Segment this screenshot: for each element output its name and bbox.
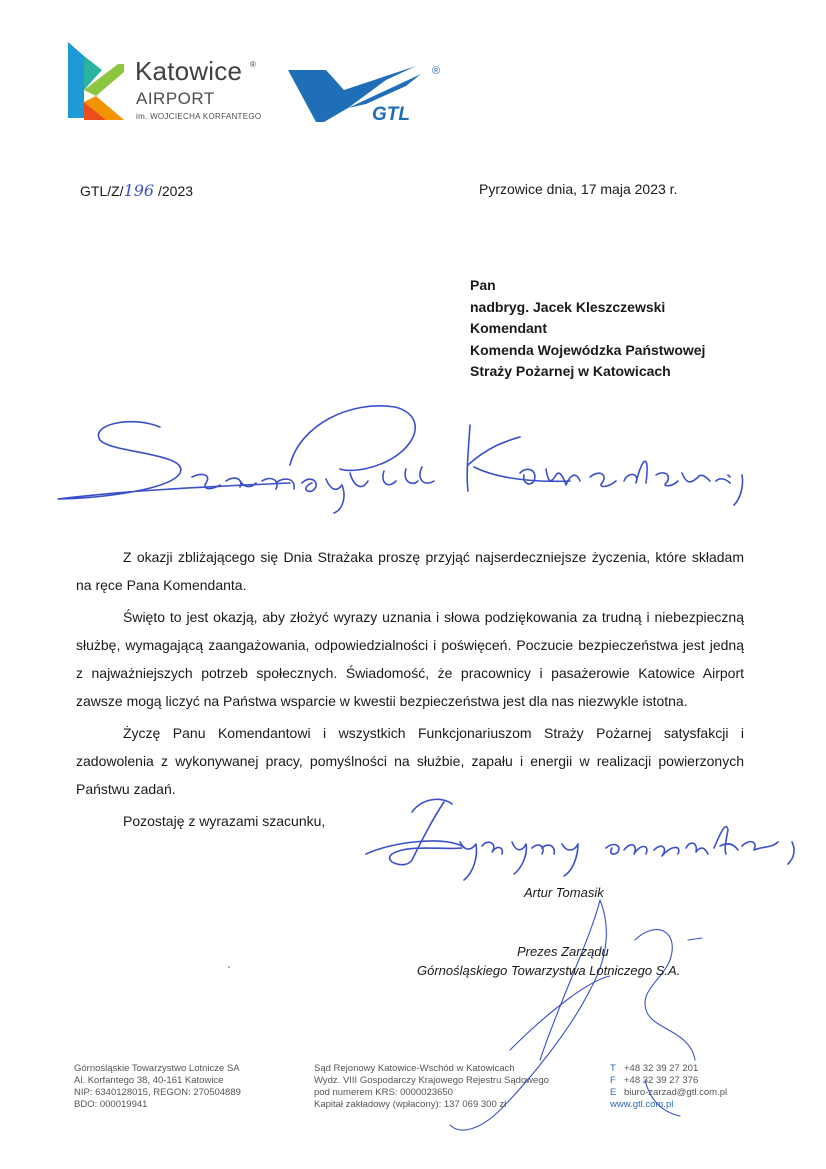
footer-line: Sąd Rejonowy Katowice-Wschód w Katowicach	[314, 1063, 515, 1074]
website-link[interactable]: www.gtl.com.pl	[610, 1099, 674, 1110]
addressee-line: Straży Pożarnej w Katowicach	[470, 363, 671, 379]
footer-company-info	[74, 1063, 241, 1111]
reference-suffix: /2023	[154, 183, 194, 199]
body-paragraph: Pozostaję z wyrazami szacunku,	[123, 813, 326, 829]
footer-email	[610, 1087, 727, 1099]
addressee-line: Komendant	[470, 320, 547, 336]
footer-line: BDO: 000019941	[74, 1099, 148, 1110]
addressee-line: Pan	[470, 277, 496, 293]
body-paragraph: Życzę Panu Komendantowi i wszystkich Funkcjonariuszom Straży Pożarnej satysfakcji i zadowolenia z wykonywanej pracy, pomyślności na służbie, zapału i energii w realizacji powierzonych Państwu zadań.	[76, 725, 744, 797]
airport-registered-mark: ®	[250, 60, 256, 69]
signer-name: Artur Tomasik	[524, 885, 604, 900]
footer-line: Kapitał zakładowy (wpłacony): 137 069 300 zł	[314, 1099, 507, 1110]
airport-subtitle: AIRPORT	[136, 89, 215, 108]
fax-number: +48 32 39 27 376	[624, 1075, 699, 1086]
footer-line: Wydz. VIII Gospodarczy Krajowego Rejestru Sądowego	[314, 1075, 549, 1086]
airport-name: Katowice	[135, 56, 243, 86]
contact-label: T	[610, 1063, 616, 1074]
gtl-logo-text: GTL	[372, 104, 410, 124]
airport-patron: im. WOJCIECHA KORFANTEGO	[136, 112, 262, 121]
body-paragraph: Z okazji zbliżającego się Dnia Strażaka proszę przyjąć najserdeczniejsze życzenia, które składam na ręce Pana Komendanta.	[76, 549, 744, 593]
phone-number[interactable]: +48 32 39 27 201	[624, 1063, 699, 1074]
footer-phone	[610, 1063, 727, 1075]
email-link[interactable]: biuro-zarzad@gtl.com.pl	[624, 1087, 728, 1098]
footer-line: pod numerem KRS: 0000023650	[314, 1087, 453, 1098]
reference-number	[80, 181, 193, 200]
footer-contacts	[610, 1063, 727, 1111]
scan-speck	[228, 966, 230, 968]
reference-prefix: GTL/Z/	[80, 183, 124, 199]
reference-number-handwritten: 196	[123, 181, 155, 200]
contact-label: F	[610, 1075, 616, 1086]
addressee-block	[470, 275, 705, 383]
gtl-logo	[286, 60, 446, 124]
addressee-line: Komenda Wojewódzka Państwowej	[470, 341, 706, 358]
footer-line: Al. Korfantego 38, 40-161 Katowice	[74, 1075, 224, 1086]
footer-registry-info	[314, 1063, 549, 1111]
addressee-line: nadbryg. Jacek Kleszczewski	[470, 298, 666, 315]
footer-line: NIP: 6340128015, REGON: 270504889	[74, 1087, 241, 1098]
date-line: Pyrzowice dnia, 17 maja 2023 r.	[479, 181, 678, 197]
signer-company: Górnośląskiego Towarzystwa Lotniczego S.A.	[417, 963, 681, 978]
signer-title: Prezes Zarządu	[517, 944, 609, 959]
handwritten-salutation	[50, 395, 750, 520]
body-paragraph: Święto to jest okazją, aby złożyć wyrazy uznania i słowa podziękowania za trudną i niebezpieczną służbę, wymagającą zaangażowania, odpowiedzialności i poświęceń. Poczucie bezpieczeństwa jest jedną z najważniejszych potrzeb społecznych. Świadomość, że pracownicy i pasażerowie Katowice Airport zawsze mogą liczyć na Państwa wsparcie w kwestii bezpieczeństwa jest dla nas niezwykle istotna.	[76, 609, 744, 709]
gtl-registered-mark: ®	[432, 65, 441, 77]
footer-fax	[610, 1075, 727, 1087]
contact-label: E	[610, 1087, 617, 1098]
footer-line: Górnośląskie Towarzystwo Lotnicze SA	[74, 1063, 240, 1074]
